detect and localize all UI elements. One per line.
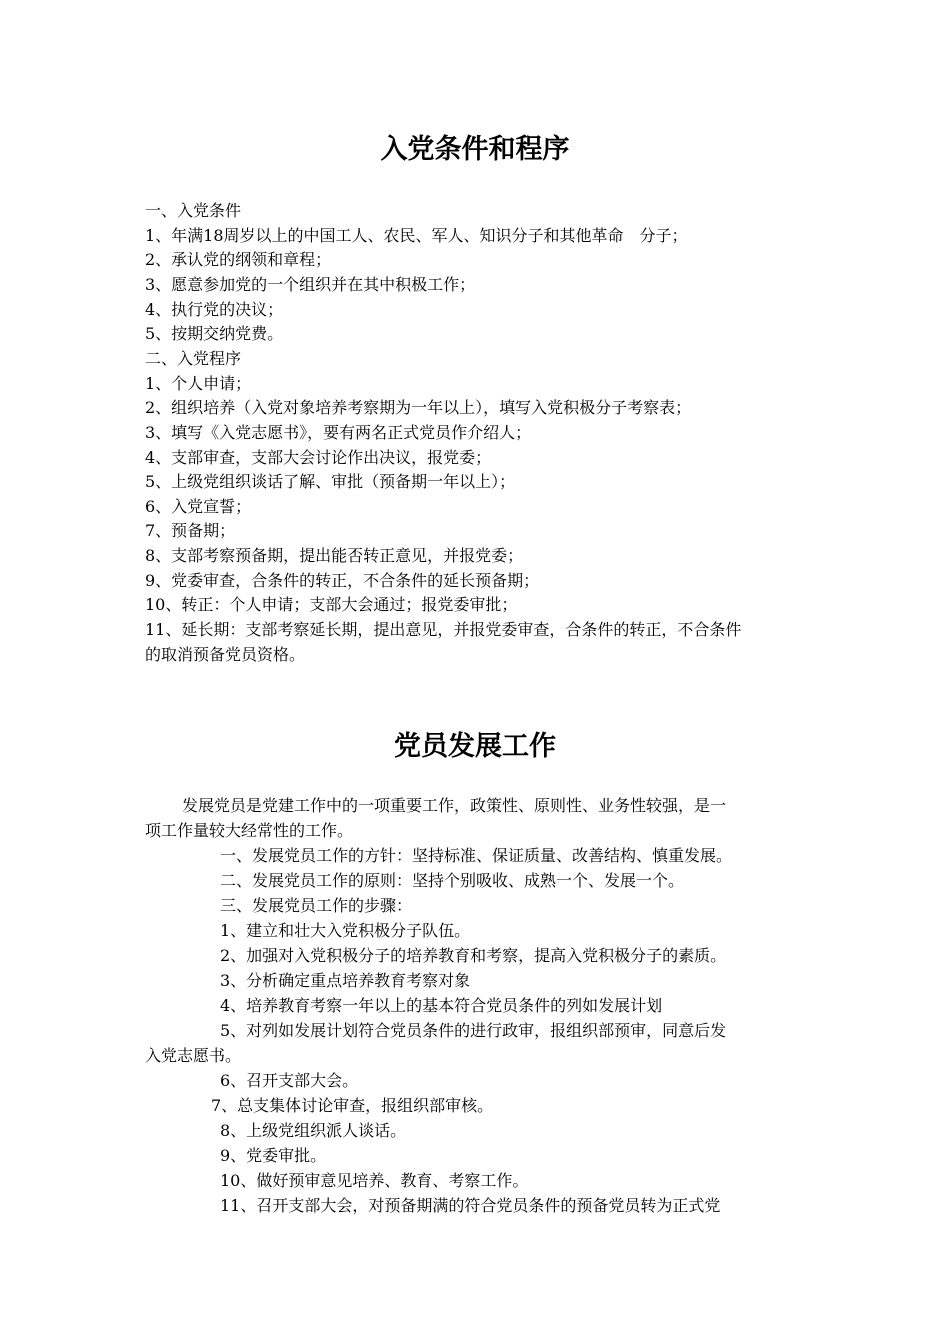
section1-line-12: 5、上级党组织谈话了解、审批（预备期一年以上）； bbox=[145, 472, 516, 492]
section1-line-13: 6、入党宣誓； bbox=[145, 496, 252, 516]
section2-line-16: 10、做好预审意见培养、教育、考察工作。 bbox=[220, 1171, 529, 1190]
section2-line-6: 1、建立和壮大入党积极分子队伍。 bbox=[220, 921, 471, 940]
section1-line-14: 7、预备期； bbox=[145, 521, 236, 541]
section2-line-2: 项工作量较大经常性的工作。 bbox=[145, 821, 354, 840]
section2-line-15: 9、党委审批。 bbox=[220, 1146, 327, 1165]
section2-line-13: 7、总支集体讨论审查，报组织部审核。 bbox=[211, 1096, 494, 1115]
section1-line-3: 2、承认党的纲领和章程； bbox=[145, 250, 332, 270]
section1-title: 入党条件和程序 bbox=[380, 134, 570, 165]
section1-line-1: 一、入党条件 bbox=[145, 201, 242, 220]
section2-line-9: 4、培养教育考察一年以上的基本符合党员条件的列如发展计划 bbox=[220, 996, 663, 1015]
section1-line-16: 9、党委审查，合条件的转正，不合条件的延长预备期； bbox=[145, 570, 540, 590]
section2-line-10: 5、对列如发展计划符合党员条件的进行政审，报组织部预审，同意后发 bbox=[220, 1021, 727, 1040]
section2-line-17: 11、召开支部大会，对预备期满的符合党员条件的预备党员转为正式党 bbox=[220, 1196, 721, 1215]
section1-line-8: 1、个人申请； bbox=[145, 373, 252, 393]
section1-line-4: 3、愿意参加党的一个组织并在其中积极工作； bbox=[145, 274, 476, 294]
section2-line-3: 一、发展党员工作的方针：坚持标准、保证质量、改善结构、慎重发展。 bbox=[220, 846, 733, 865]
section1-line-11: 4、支部审查，支部大会讨论作出决议，报党委； bbox=[145, 447, 492, 467]
section2-title: 党员发展工作 bbox=[394, 731, 556, 762]
section1-line-9: 2、组织培养（入党对象培养考察期为一年以上），填写入党积极分子考察表； bbox=[145, 398, 692, 418]
section2-line-7: 2、加强对入党积极分子的培养教育和考察，提高入党积极分子的素质。 bbox=[220, 946, 727, 965]
section1-line-15: 8、支部考察预备期，提出能否转正意见，并报党委； bbox=[145, 546, 524, 566]
section1-line-7: 二、入党程序 bbox=[145, 348, 242, 368]
section1-line-10: 3、填写《入党志愿书》，要有两名正式党员作介绍人； bbox=[145, 422, 532, 442]
section1-line-5: 4、执行党的决议； bbox=[145, 299, 284, 319]
section1-line-2: 1、年满18周岁以上的中国工人、农民、军人、知识分子和其他革命 分子； bbox=[145, 225, 688, 245]
section2-line-11: 入党志愿书。 bbox=[145, 1046, 242, 1065]
section2-line-4: 二、发展党员工作的原则：坚持个别吸收、成熟一个、发展一个。 bbox=[220, 871, 685, 890]
section1-line-18: 11、延长期：支部考察延长期，提出意见，并报党委审查，合条件的转正，不合条件 bbox=[145, 620, 742, 640]
section1-line-17: 10、转正：个人申请；支部大会通过；报党委审批； bbox=[145, 595, 518, 615]
section1-line-19: 的取消预备党员资格。 bbox=[145, 644, 306, 664]
section2-line-8: 3、分析确定重点培养教育考察对象 bbox=[220, 971, 471, 990]
section1-line-6: 5、按期交纳党费。 bbox=[145, 324, 284, 344]
section2-line-5: 三、发展党员工作的步骤： bbox=[220, 896, 413, 915]
section2-line-12: 6、召开支部大会。 bbox=[220, 1071, 359, 1090]
section2-line-1: 发展党员是党建工作中的一项重要工作，政策性、原则性、业务性较强，是一 bbox=[182, 796, 727, 815]
section2-line-14: 8、上级党组织派人谈话。 bbox=[220, 1121, 407, 1140]
